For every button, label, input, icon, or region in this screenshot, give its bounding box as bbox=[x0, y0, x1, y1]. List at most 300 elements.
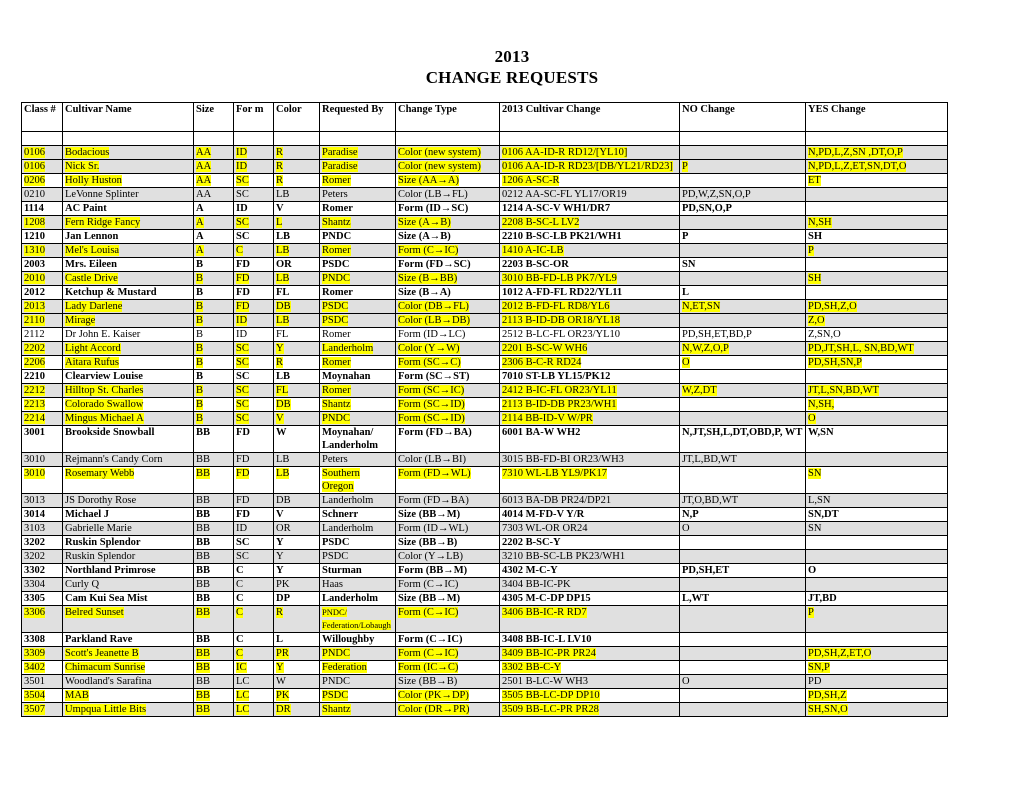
column-header-no-change: NO Change bbox=[680, 103, 806, 132]
cell-text: 2110 bbox=[24, 315, 45, 326]
cell-form bbox=[234, 314, 274, 328]
cell-form bbox=[234, 398, 274, 412]
cell-no-change bbox=[680, 536, 806, 550]
cell-text: 3306 bbox=[24, 607, 45, 618]
cell-text: SC bbox=[236, 385, 249, 396]
cell-yes-change bbox=[806, 244, 948, 258]
cell-class bbox=[22, 384, 63, 398]
cell-size bbox=[194, 564, 234, 578]
cell-text: Y bbox=[276, 565, 284, 576]
column-header-size: Size bbox=[194, 103, 234, 132]
cell-text: Shantz bbox=[322, 217, 351, 228]
cell-text: PSDC bbox=[322, 551, 349, 562]
cell-text: 0106 bbox=[24, 161, 45, 172]
cell-text: 3202 bbox=[24, 537, 45, 548]
cell-text: N,P bbox=[682, 509, 699, 520]
cell-text: C bbox=[236, 245, 244, 256]
empty-cell bbox=[320, 132, 396, 146]
cell-text: O bbox=[808, 565, 817, 576]
cell-change-type bbox=[396, 244, 500, 258]
cell-form bbox=[234, 356, 274, 370]
cell-text: Romer bbox=[322, 385, 351, 396]
cell-color bbox=[274, 356, 320, 370]
cell-requested-by bbox=[320, 703, 396, 717]
cell-text: BB bbox=[196, 634, 211, 645]
cell-no-change bbox=[680, 244, 806, 258]
cell-form bbox=[234, 272, 274, 286]
cell-yes-change bbox=[806, 216, 948, 230]
cell-text: 2210 B-SC-LB PK21/WH1 bbox=[502, 231, 622, 242]
cell-cultivar-name bbox=[63, 300, 194, 314]
cell-text: SN bbox=[808, 468, 822, 479]
cell-form bbox=[234, 384, 274, 398]
cell-change-type bbox=[396, 689, 500, 703]
cell-text: N,SH bbox=[808, 217, 832, 228]
cell-text: N,W,Z,O,P bbox=[682, 343, 729, 354]
cell-yes-change bbox=[806, 174, 948, 188]
cell-text: SN bbox=[682, 259, 696, 270]
cell-text: Form (ID→WL) bbox=[398, 523, 469, 534]
cell-cultivar-change-2013 bbox=[500, 314, 680, 328]
cell-text: 0210 bbox=[24, 189, 45, 200]
table-row bbox=[22, 314, 948, 328]
cell-class bbox=[22, 244, 63, 258]
cell-form bbox=[234, 578, 274, 592]
cell-text: Form (C→IC) bbox=[398, 579, 459, 590]
cell-cultivar-name bbox=[63, 494, 194, 508]
cell-color bbox=[274, 244, 320, 258]
cell-text: Color (PK→DP) bbox=[398, 690, 469, 701]
cell-class bbox=[22, 272, 63, 286]
cell-cultivar-name bbox=[63, 592, 194, 606]
cell-text: Landerholm bbox=[322, 593, 379, 604]
cell-yes-change bbox=[806, 426, 948, 453]
cell-requested-by bbox=[320, 578, 396, 592]
cell-color bbox=[274, 384, 320, 398]
table-row bbox=[22, 244, 948, 258]
cell-text: BB bbox=[196, 468, 211, 479]
cell-text: W bbox=[276, 676, 286, 687]
cell-text: Form (C→IC) bbox=[398, 245, 459, 256]
cell-requested-by bbox=[320, 160, 396, 174]
cell-class bbox=[22, 188, 63, 202]
cell-text: BB bbox=[196, 427, 211, 438]
cell-color bbox=[274, 216, 320, 230]
cell-form bbox=[234, 328, 274, 342]
cell-class bbox=[22, 426, 63, 453]
cell-cultivar-change-2013 bbox=[500, 412, 680, 426]
table-row bbox=[22, 453, 948, 467]
cell-no-change bbox=[680, 328, 806, 342]
cell-size bbox=[194, 675, 234, 689]
change-requests-table bbox=[21, 102, 948, 717]
cell-cultivar-change-2013 bbox=[500, 647, 680, 661]
cell-requested-by bbox=[320, 494, 396, 508]
cell-form bbox=[234, 508, 274, 522]
cell-no-change bbox=[680, 564, 806, 578]
cell-class bbox=[22, 314, 63, 328]
cell-text: PR bbox=[276, 648, 289, 659]
table-row bbox=[22, 426, 948, 453]
cell-form bbox=[234, 606, 274, 633]
cell-color bbox=[274, 286, 320, 300]
cell-text: Form (FD→BA) bbox=[398, 495, 469, 506]
cell-change-type bbox=[396, 550, 500, 564]
cell-text: B bbox=[196, 371, 204, 382]
cell-form bbox=[234, 675, 274, 689]
cell-text: Form (SC→C) bbox=[398, 357, 461, 368]
table-row bbox=[22, 508, 948, 522]
table-row bbox=[22, 536, 948, 550]
cell-size bbox=[194, 230, 234, 244]
cell-change-type bbox=[396, 412, 500, 426]
cell-color bbox=[274, 453, 320, 467]
cell-yes-change bbox=[806, 703, 948, 717]
cell-text: BB bbox=[196, 551, 211, 562]
cell-color bbox=[274, 342, 320, 356]
table-row bbox=[22, 467, 948, 494]
cell-text: LB bbox=[276, 189, 290, 200]
cell-change-type bbox=[396, 174, 500, 188]
cell-text: L bbox=[276, 634, 284, 645]
cell-change-type bbox=[396, 342, 500, 356]
cell-text: R bbox=[276, 147, 284, 158]
cell-cultivar-name bbox=[63, 384, 194, 398]
cell-text: PSDC bbox=[322, 259, 350, 270]
empty-cell bbox=[234, 132, 274, 146]
cell-cultivar-change-2013 bbox=[500, 578, 680, 592]
cell-text: FD bbox=[236, 259, 250, 270]
cell-text: N,ET,SN bbox=[682, 301, 721, 312]
cell-text: 0106 AA-ID-R RD12/[YL10] bbox=[502, 147, 628, 158]
cell-no-change bbox=[680, 412, 806, 426]
cell-class bbox=[22, 146, 63, 160]
cell-text: B bbox=[196, 399, 204, 410]
cell-no-change bbox=[680, 216, 806, 230]
table-body bbox=[22, 132, 948, 717]
cell-text: N,PD,L,Z,SN ,DT,O,P bbox=[808, 147, 903, 158]
cell-requested-by bbox=[320, 467, 396, 494]
cell-text: 3308 bbox=[24, 634, 45, 645]
cell-cultivar-name bbox=[63, 703, 194, 717]
cell-cultivar-name bbox=[63, 508, 194, 522]
cell-text: FL bbox=[276, 385, 289, 396]
cell-change-type bbox=[396, 592, 500, 606]
cell-text: LB bbox=[276, 454, 290, 465]
cell-yes-change bbox=[806, 272, 948, 286]
cell-cultivar-change-2013 bbox=[500, 508, 680, 522]
cell-text: Holly Huston bbox=[65, 175, 122, 186]
cell-class bbox=[22, 328, 63, 342]
cell-class bbox=[22, 508, 63, 522]
cell-text: ID bbox=[236, 523, 248, 534]
cell-text: JT,L,SN,BD,WT bbox=[808, 385, 879, 396]
cell-text: Mel's Louisa bbox=[65, 245, 120, 256]
cell-text: W,SN bbox=[808, 427, 834, 438]
cell-requested-by bbox=[320, 453, 396, 467]
cell-text: Landerholm bbox=[322, 523, 374, 534]
cell-form bbox=[234, 342, 274, 356]
empty-cell bbox=[396, 132, 500, 146]
cell-text: 2208 B-SC-L LV2 bbox=[502, 217, 580, 228]
cell-text: A bbox=[196, 231, 204, 242]
cell-requested-by bbox=[320, 314, 396, 328]
cell-text: P bbox=[808, 607, 814, 618]
cell-text: A bbox=[196, 245, 204, 256]
cell-text: Form (ID→SC) bbox=[398, 203, 469, 214]
cell-no-change bbox=[680, 370, 806, 384]
cell-text: Color (LB→FL) bbox=[398, 189, 468, 200]
cell-form bbox=[234, 160, 274, 174]
cell-text: JT,BD bbox=[808, 593, 837, 604]
cell-text: C bbox=[236, 607, 244, 618]
cell-text: Romer bbox=[322, 329, 351, 340]
cell-text: Fern Ridge Fancy bbox=[65, 217, 141, 228]
table-row-blank bbox=[22, 132, 948, 146]
cell-requested-by bbox=[320, 300, 396, 314]
cell-yes-change bbox=[806, 370, 948, 384]
cell-color bbox=[274, 328, 320, 342]
table-row bbox=[22, 633, 948, 647]
cell-text: JT,L,BD,WT bbox=[682, 454, 737, 465]
empty-cell bbox=[274, 132, 320, 146]
cell-text: Shantz bbox=[322, 399, 351, 410]
cell-class bbox=[22, 536, 63, 550]
cell-cultivar-change-2013 bbox=[500, 384, 680, 398]
cell-text: Color (new system) bbox=[398, 161, 481, 172]
cell-change-type bbox=[396, 522, 500, 536]
cell-no-change bbox=[680, 146, 806, 160]
table-row bbox=[22, 160, 948, 174]
cell-color bbox=[274, 174, 320, 188]
cell-change-type bbox=[396, 536, 500, 550]
cell-text: 3103 bbox=[24, 523, 45, 534]
table-row bbox=[22, 703, 948, 717]
cell-requested-by bbox=[320, 398, 396, 412]
cell-text: B bbox=[196, 301, 204, 312]
cell-form bbox=[234, 258, 274, 272]
cell-text: Federation bbox=[322, 662, 367, 673]
cell-no-change bbox=[680, 508, 806, 522]
cell-text: 7010 ST-LB YL15/PK12 bbox=[502, 371, 611, 382]
cell-text: LB bbox=[276, 273, 290, 284]
cell-class bbox=[22, 412, 63, 426]
cell-text: 1214 A-SC-V WH1/DR7 bbox=[502, 203, 611, 214]
cell-no-change bbox=[680, 398, 806, 412]
cell-size bbox=[194, 146, 234, 160]
cell-text: 2206 bbox=[24, 357, 45, 368]
cell-class bbox=[22, 550, 63, 564]
cell-text: Color (Y→W) bbox=[398, 343, 460, 354]
cell-text: Peters bbox=[322, 454, 348, 465]
cell-class bbox=[22, 578, 63, 592]
cell-yes-change bbox=[806, 398, 948, 412]
cell-cultivar-name bbox=[63, 258, 194, 272]
cell-cultivar-change-2013 bbox=[500, 661, 680, 675]
cell-yes-change bbox=[806, 356, 948, 370]
cell-requested-by bbox=[320, 202, 396, 216]
table-row bbox=[22, 564, 948, 578]
cell-cultivar-change-2013 bbox=[500, 689, 680, 703]
cell-text: Colorado Swallow bbox=[65, 399, 144, 410]
cell-cultivar-change-2013 bbox=[500, 286, 680, 300]
cell-form bbox=[234, 426, 274, 453]
cell-text: 4305 M-C-DP DP15 bbox=[502, 593, 591, 604]
cell-text: 2012 bbox=[24, 287, 45, 298]
cell-text: C bbox=[236, 565, 244, 576]
cell-text: SC bbox=[236, 189, 249, 200]
cell-text: Michael J bbox=[65, 509, 110, 520]
cell-change-type bbox=[396, 494, 500, 508]
cell-yes-change bbox=[806, 661, 948, 675]
cell-text: R bbox=[276, 357, 284, 368]
cell-text: Color (LB→DB) bbox=[398, 315, 471, 326]
cell-text: W bbox=[276, 427, 287, 438]
cell-text: 1310 bbox=[24, 245, 45, 256]
cell-text: O bbox=[808, 413, 816, 424]
cell-text: Moynahan/ Landerholm bbox=[322, 427, 379, 451]
table-row bbox=[22, 272, 948, 286]
cell-text: ET bbox=[808, 175, 821, 186]
cell-text: Haas bbox=[322, 579, 343, 590]
cell-no-change bbox=[680, 300, 806, 314]
cell-text: Color (Y→LB) bbox=[398, 551, 464, 562]
cell-no-change bbox=[680, 342, 806, 356]
cell-text: Landerholm bbox=[322, 495, 374, 506]
cell-text: 2202 bbox=[24, 343, 45, 354]
cell-text: 3001 bbox=[24, 427, 45, 438]
cell-text: PD,SH,ET bbox=[682, 565, 730, 576]
cell-text: Romer bbox=[322, 175, 351, 186]
cell-text: ID bbox=[236, 329, 248, 340]
cell-no-change bbox=[680, 384, 806, 398]
cell-text: LC bbox=[236, 676, 250, 687]
cell-text: 2203 B-SC-OR bbox=[502, 259, 569, 270]
column-header-requested-by: Requested By bbox=[320, 103, 396, 132]
cell-change-type bbox=[396, 272, 500, 286]
empty-cell bbox=[500, 132, 680, 146]
cell-change-type bbox=[396, 146, 500, 160]
cell-cultivar-name bbox=[63, 675, 194, 689]
cell-text: 3010 bbox=[24, 468, 45, 479]
cell-text: 2501 B-LC-W WH3 bbox=[502, 676, 588, 687]
cell-text: BB bbox=[196, 565, 211, 576]
cell-text: C bbox=[236, 593, 244, 604]
cell-change-type bbox=[396, 703, 500, 717]
cell-text: PSDC bbox=[322, 537, 350, 548]
cell-size bbox=[194, 550, 234, 564]
cell-text: Z,SN,O bbox=[808, 329, 841, 340]
cell-text: B bbox=[196, 287, 204, 298]
cell-change-type bbox=[396, 564, 500, 578]
cell-requested-by bbox=[320, 230, 396, 244]
cell-text: 3010 BB-FD-LB PK7/YL9 bbox=[502, 273, 617, 284]
cell-yes-change bbox=[806, 146, 948, 160]
cell-text: B bbox=[196, 315, 204, 326]
cell-size bbox=[194, 426, 234, 453]
cell-no-change bbox=[680, 633, 806, 647]
cell-text: Y bbox=[276, 551, 284, 562]
cell-cultivar-name bbox=[63, 328, 194, 342]
cell-cultivar-change-2013 bbox=[500, 356, 680, 370]
cell-text: R bbox=[276, 607, 284, 618]
cell-text: AA bbox=[196, 147, 212, 158]
cell-class bbox=[22, 675, 63, 689]
cell-text: IC bbox=[236, 662, 247, 673]
cell-change-type bbox=[396, 160, 500, 174]
cell-text: Y bbox=[276, 537, 284, 548]
cell-form bbox=[234, 412, 274, 426]
cell-form bbox=[234, 633, 274, 647]
cell-cultivar-name bbox=[63, 216, 194, 230]
cell-size bbox=[194, 633, 234, 647]
cell-text: Mingus Michael A bbox=[65, 413, 144, 424]
cell-no-change bbox=[680, 467, 806, 494]
cell-text: Hilltop St. Charles bbox=[65, 385, 144, 396]
cell-cultivar-name bbox=[63, 536, 194, 550]
cell-text: PK bbox=[276, 579, 290, 590]
cell-text: 3305 bbox=[24, 593, 45, 604]
cell-requested-by bbox=[320, 384, 396, 398]
cell-size bbox=[194, 412, 234, 426]
cell-text: SC bbox=[236, 175, 249, 186]
cell-color bbox=[274, 426, 320, 453]
cell-text: 3014 bbox=[24, 509, 45, 520]
cell-text: LB bbox=[276, 468, 290, 479]
cell-yes-change bbox=[806, 606, 948, 633]
cell-color bbox=[274, 202, 320, 216]
cell-requested-by bbox=[320, 174, 396, 188]
cell-yes-change bbox=[806, 675, 948, 689]
cell-text: BB bbox=[196, 662, 211, 673]
cell-text: V bbox=[276, 203, 284, 214]
cell-text: 3302 BB-C-Y bbox=[502, 662, 562, 673]
cell-text: Color (new system) bbox=[398, 147, 481, 158]
cell-size bbox=[194, 606, 234, 633]
cell-cultivar-change-2013 bbox=[500, 188, 680, 202]
cell-cultivar-change-2013 bbox=[500, 216, 680, 230]
cell-text: Form (C→IC) bbox=[398, 648, 459, 659]
cell-text: AC Paint bbox=[65, 203, 107, 214]
cell-requested-by bbox=[320, 606, 396, 633]
cell-change-type bbox=[396, 286, 500, 300]
cell-text: PNDC bbox=[322, 273, 351, 284]
cell-cultivar-change-2013 bbox=[500, 675, 680, 689]
cell-size bbox=[194, 453, 234, 467]
cell-requested-by bbox=[320, 675, 396, 689]
cell-cultivar-change-2013 bbox=[500, 453, 680, 467]
cell-change-type bbox=[396, 467, 500, 494]
cell-text: Willoughby bbox=[322, 634, 375, 645]
cell-size bbox=[194, 592, 234, 606]
cell-text: 2201 B-SC-W WH6 bbox=[502, 343, 588, 354]
cell-text: Size (B→BB) bbox=[398, 273, 458, 284]
cell-color bbox=[274, 398, 320, 412]
cell-text: Landerholm bbox=[322, 343, 374, 354]
cell-color bbox=[274, 647, 320, 661]
cell-class bbox=[22, 174, 63, 188]
cell-text: 3013 bbox=[24, 495, 45, 506]
cell-cultivar-name bbox=[63, 550, 194, 564]
cell-text: 2213 bbox=[24, 399, 45, 410]
cell-text: SC bbox=[236, 343, 249, 354]
cell-change-type bbox=[396, 356, 500, 370]
cell-text: 0106 AA-ID-R RD23/[DB/YL21/RD23] bbox=[502, 161, 673, 172]
table-row bbox=[22, 342, 948, 356]
cell-text: BB bbox=[196, 537, 211, 548]
cell-text: BB bbox=[196, 454, 211, 465]
cell-class bbox=[22, 230, 63, 244]
